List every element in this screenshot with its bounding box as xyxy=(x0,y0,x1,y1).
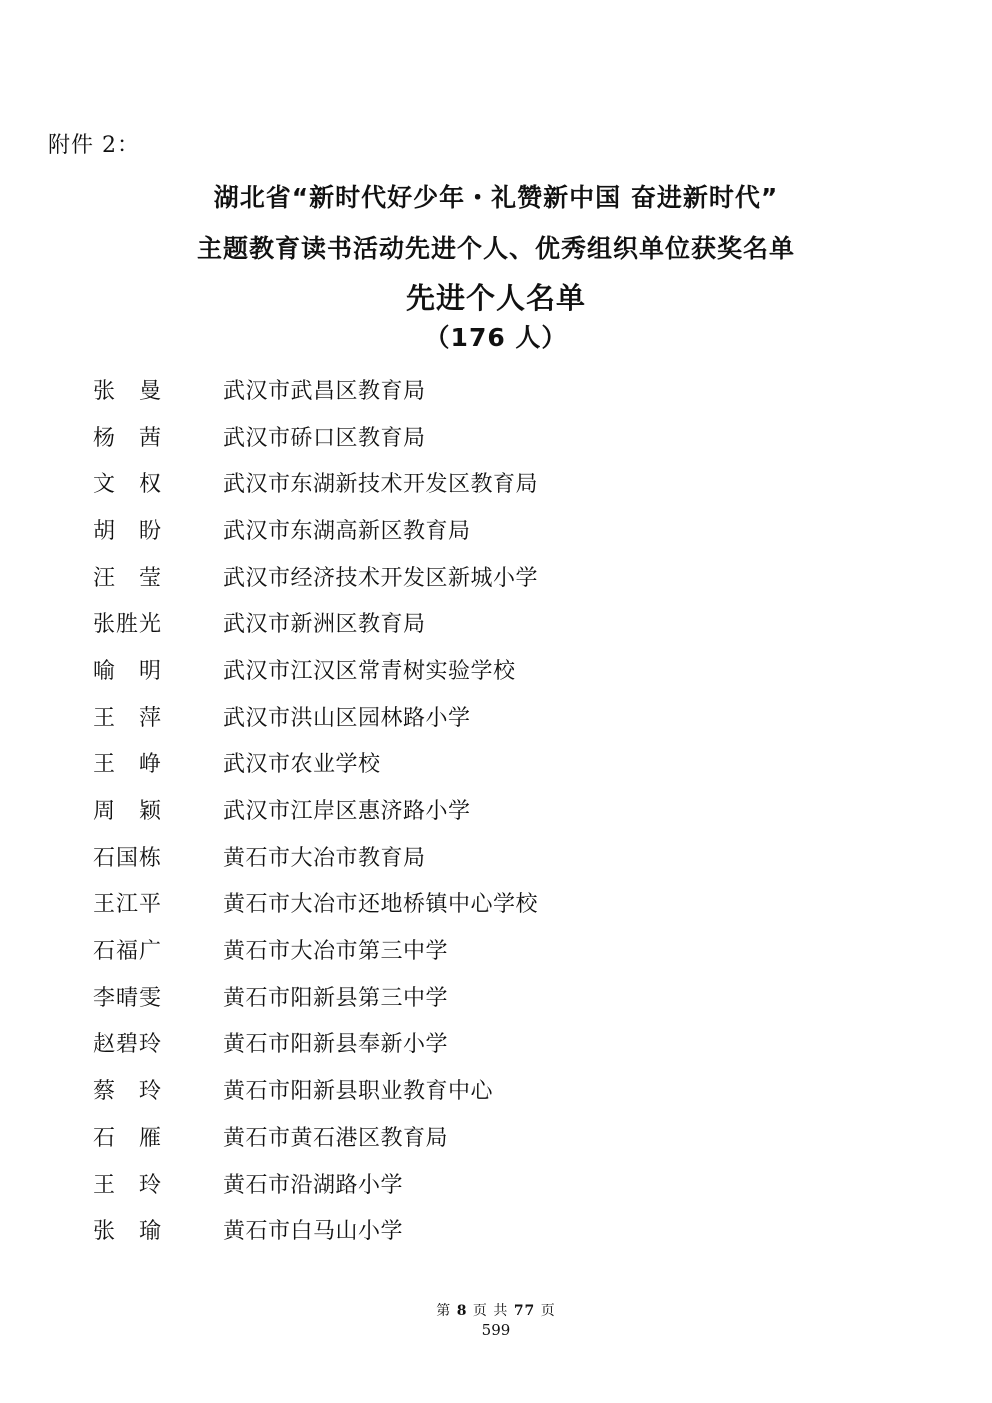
award-list xyxy=(93,366,893,1253)
list-item xyxy=(93,693,893,740)
person-name: 张 瑜 xyxy=(93,1219,163,1245)
list-item xyxy=(93,973,893,1020)
list-item xyxy=(93,413,893,460)
organization: 武汉市武昌区教育局 xyxy=(223,378,426,404)
list-item xyxy=(93,366,893,413)
organization: 武汉市农业学校 xyxy=(223,752,381,778)
document-title-line-2: 主题教育读书活动先进个人、优秀组织单位获奖名单 xyxy=(196,234,795,263)
organization: 黄石市黄石港区教育局 xyxy=(223,1125,449,1151)
organization: 黄石市阳新县职业教育中心 xyxy=(223,1079,494,1105)
person-name: 汪 莹 xyxy=(93,565,163,591)
organization: 黄石市白马山小学 xyxy=(223,1219,404,1245)
person-name: 喻 明 xyxy=(93,658,163,684)
person-name: 石 雁 xyxy=(93,1125,163,1151)
section-heading: 先进个人名单 xyxy=(405,281,586,315)
list-item xyxy=(93,880,893,927)
list-item xyxy=(93,1160,893,1207)
person-name: 李晴雯 xyxy=(93,985,163,1011)
list-item xyxy=(93,553,893,600)
organization: 黄石市阳新县第三中学 xyxy=(223,985,449,1011)
list-item xyxy=(93,506,893,553)
organization: 黄石市阳新县奉新小学 xyxy=(223,1032,449,1058)
organization: 黄石市沿湖路小学 xyxy=(223,1172,404,1198)
list-item xyxy=(93,1113,893,1160)
person-name: 周 颖 xyxy=(93,799,163,825)
person-name: 胡 盼 xyxy=(93,518,163,544)
organization: 武汉市新洲区教育局 xyxy=(223,612,426,638)
current-page-number: 8 xyxy=(456,1303,468,1319)
person-name: 王 峥 xyxy=(93,752,163,778)
page-mid: 页 共 xyxy=(472,1303,509,1319)
list-item xyxy=(93,1066,893,1113)
organization: 武汉市江汉区常青树实验学校 xyxy=(223,658,516,684)
person-name: 赵碧玲 xyxy=(93,1032,163,1058)
person-name: 张 曼 xyxy=(93,378,163,404)
document-title-line-1: 湖北省“新时代好少年・礼赞新中国 奋进新时代” xyxy=(213,183,779,212)
list-item xyxy=(93,833,893,880)
list-item xyxy=(93,786,893,833)
list-item xyxy=(93,646,893,693)
person-name: 张胜光 xyxy=(93,612,163,638)
list-item xyxy=(93,1206,893,1253)
organization: 武汉市经济技术开发区新城小学 xyxy=(223,565,539,591)
people-count: （176 人） xyxy=(424,323,568,352)
person-name: 蔡 玲 xyxy=(93,1079,163,1105)
person-name: 王 玲 xyxy=(93,1172,163,1198)
attachment-label: 附件 2： xyxy=(48,133,140,158)
organization: 黄石市大冶市教育局 xyxy=(223,845,426,871)
person-name: 王 萍 xyxy=(93,705,163,731)
person-name: 文 权 xyxy=(93,472,163,498)
organization: 武汉市东湖新技术开发区教育局 xyxy=(223,472,539,498)
list-item xyxy=(93,459,893,506)
organization: 黄石市大冶市还地桥镇中心学校 xyxy=(223,892,539,918)
page-suffix: 页 xyxy=(540,1303,556,1319)
list-item xyxy=(93,1020,893,1067)
person-name: 杨 茜 xyxy=(93,425,163,451)
person-name: 石国栋 xyxy=(93,845,163,871)
organization: 武汉市东湖高新区教育局 xyxy=(223,518,471,544)
document-page-number: 599 xyxy=(481,1321,511,1339)
page-indicator xyxy=(0,1302,992,1320)
total-page-number: 77 xyxy=(513,1303,536,1319)
list-item xyxy=(93,599,893,646)
organization: 武汉市江岸区惠济路小学 xyxy=(223,799,471,825)
organization: 武汉市洪山区园林路小学 xyxy=(223,705,471,731)
page-prefix: 第 xyxy=(436,1303,452,1319)
list-item xyxy=(93,740,893,787)
organization: 武汉市硚口区教育局 xyxy=(223,425,426,451)
list-item xyxy=(93,926,893,973)
person-name: 石福广 xyxy=(93,939,163,965)
person-name: 王江平 xyxy=(93,892,163,918)
organization: 黄石市大冶市第三中学 xyxy=(223,939,449,965)
